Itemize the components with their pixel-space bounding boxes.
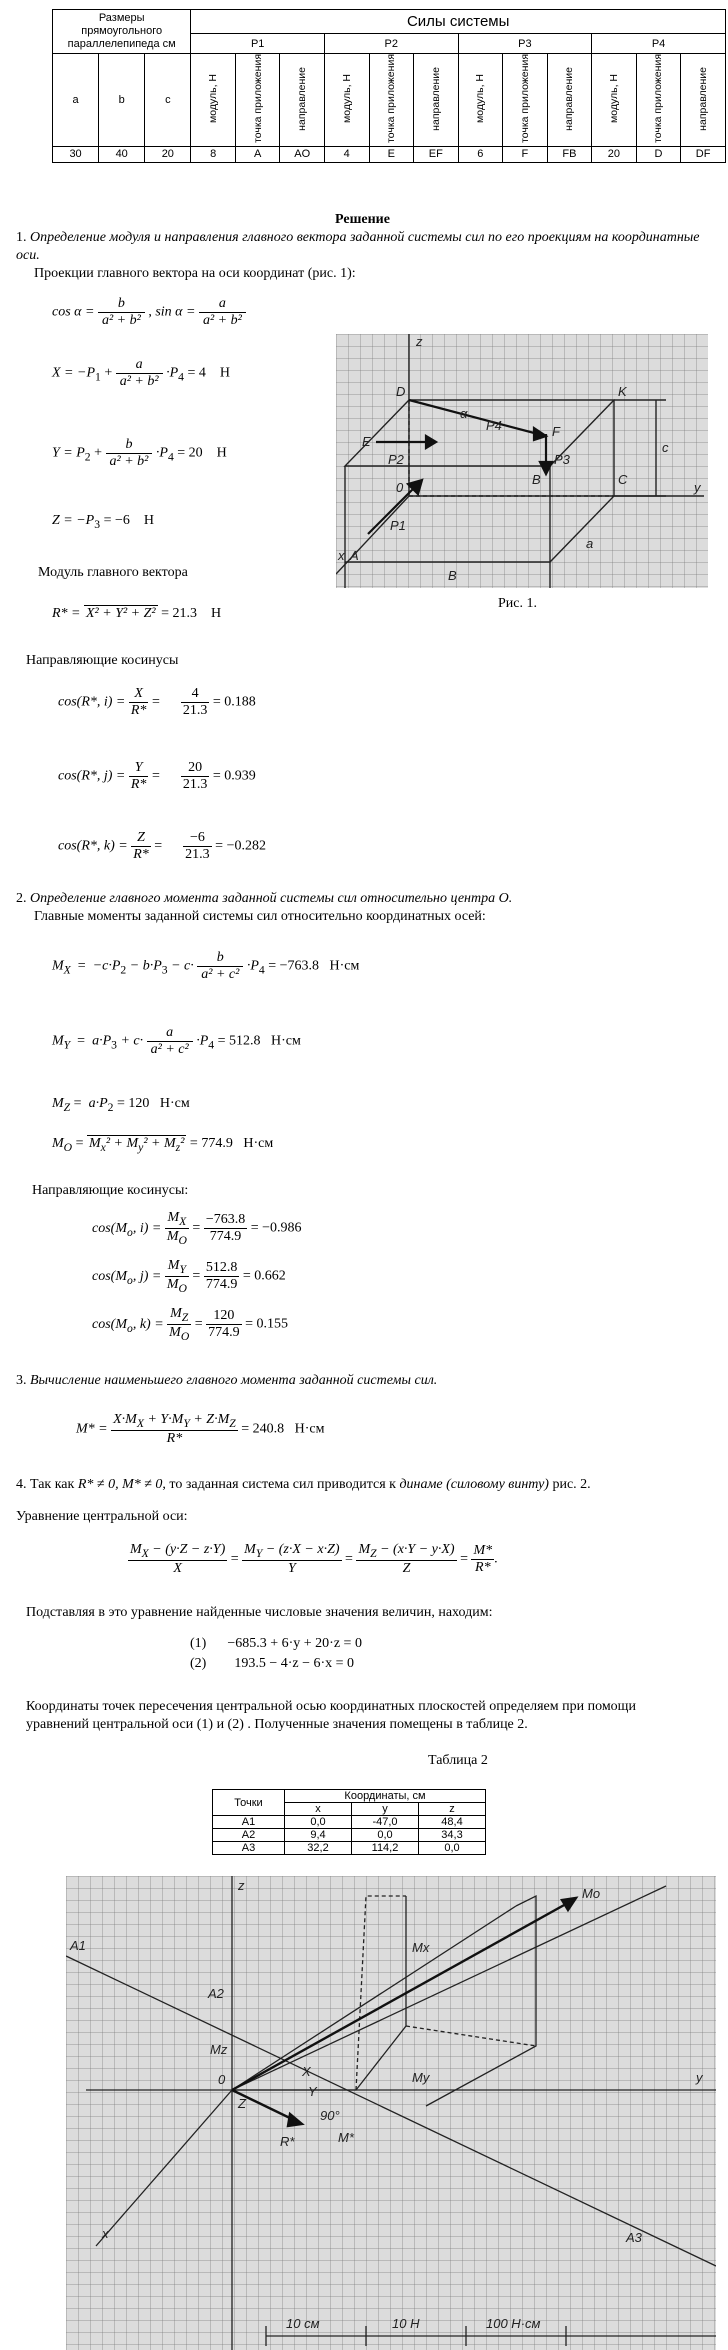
fig1-label-b: B	[448, 568, 457, 583]
fig2-label-X: X	[302, 2064, 311, 2079]
section2-heading: 2. Определение главного момента заданной системы сил относительно центра O.	[16, 891, 513, 906]
figure-2-drawing	[66, 1876, 716, 2350]
fig2-label-M: M*	[338, 2130, 354, 2145]
fig2-label-z: z	[238, 1878, 245, 1893]
col-point: точка приложения	[235, 54, 280, 147]
fig1-label-P4: P4	[486, 418, 502, 433]
col-modulus: модуль, Н	[324, 54, 369, 147]
fig2-label-A1: A1	[70, 1938, 86, 1953]
col-direction: направление	[547, 54, 592, 147]
fig1-label-K: K	[618, 384, 627, 399]
value-cell: 4	[324, 146, 369, 162]
force-p2-header: P2	[324, 34, 458, 54]
table2-axis: z	[419, 1803, 486, 1816]
fig2-label-Mo: Mo	[582, 1886, 601, 1901]
modulus-label: Модуль главного вектора	[38, 565, 188, 580]
col-direction: направление	[681, 54, 726, 147]
cosines-label-2: Направляющие косинусы:	[32, 1183, 189, 1198]
value-cell: 40	[99, 146, 145, 162]
figure-2	[66, 1876, 716, 2350]
substitution-text: Подставляя в это уравнение найденные числовые значения величин, находим:	[26, 1605, 493, 1620]
fig1-label-P3: P3	[554, 452, 570, 467]
fig1-label-a: a	[586, 536, 594, 551]
value-cell: A	[235, 146, 280, 162]
forces-data-table	[52, 9, 726, 163]
col-direction: направление	[414, 54, 459, 147]
col-point: точка приложения	[369, 54, 414, 147]
fig1-label-alpha: α	[460, 406, 468, 421]
section1-intro: Проекции главного вектора на оси координат (рис. 1):	[34, 266, 356, 281]
force-p1-header: P1	[191, 34, 325, 54]
fig1-label-y: y	[694, 480, 701, 495]
fig1-label-z: z	[416, 334, 423, 349]
table-row: A2 9,4 0,0 34,3	[213, 1829, 486, 1842]
formula-cos-R-k: cos(R*, k) = $\frac{Z}{R*}$ = $\frac{-6}{21.3}$ = −0.282	[58, 830, 266, 862]
fig2-label-Y: Y	[308, 2084, 317, 2099]
fig1-label-E: E	[362, 434, 371, 449]
fig2-label-x: x	[102, 2226, 109, 2241]
fig2-scale-N: 10 Н	[392, 2316, 420, 2331]
table2-col-points: Точки	[213, 1790, 285, 1816]
formula-My: $M_Y = a\cdot P_3 + c\cdot$ $\frac{a}{\text{a² + c²}}$ $\cdot P_4 = 512.8$ Н·см	[52, 1025, 301, 1057]
figure-1-caption: Рис. 1.	[498, 596, 537, 611]
value-cell: F	[503, 146, 548, 162]
col-c: c	[145, 54, 191, 147]
formula-Mx: $M_X = -c\cdot P_2 - b\cdot P_3 - c\cdot$ $\frac{b}{\text{a² + c²}}$ $\cdot P_4 = -763.8$ Н·см	[52, 950, 360, 982]
fig1-label-c: c	[662, 440, 669, 455]
table2-axis: x	[285, 1803, 352, 1816]
table-row: A1 0,0 -47,0 48,4	[213, 1816, 486, 1829]
equation-2: (2) 193.5 − 4·z − 6·x = 0	[190, 1656, 355, 1671]
section3-heading: 3. Вычисление наименьшего главного момента заданной системы сил.	[16, 1373, 438, 1388]
col-modulus: модуль, Н	[191, 54, 236, 147]
fig1-label-P2: P2	[388, 452, 404, 467]
formula-cos-M-j: $\cos(M_o$, j) = $\frac{M_Y}{M_O}$ = $\frac{512.8}{774.9}$ = 0.662	[92, 1258, 286, 1295]
value-cell: 6	[458, 146, 503, 162]
values-row	[53, 146, 726, 162]
fig2-label-y: y	[696, 2070, 703, 2085]
formula-cos-sin-alpha: cos α = $\frac{b}{\text{a² + b²}}$ , sin α = $\frac{a}{\text{a² + b²}}$	[52, 296, 246, 329]
formula-R: R* = X² + Y² + Z² = 21.3 Н	[52, 606, 222, 621]
value-cell: 8	[191, 146, 236, 162]
fig2-label-O: 0	[218, 2072, 226, 2087]
fig2-label-angle: 90°	[320, 2108, 340, 2123]
equation-1: (1) −685.3 + 6·y + 20·z = 0	[190, 1636, 362, 1651]
formula-cos-R-j: cos(R*, j) = $\frac{Y}{R*}$ = $\frac{20}{21.3}$ = 0.939	[58, 760, 256, 792]
table-row: A3 32,2 114,2 0,0	[213, 1842, 486, 1855]
fig2-label-A2: A2	[208, 1986, 224, 2001]
formula-cos-R-i: cos(R*, i) = $\frac{X}{R*}$ = $\frac{4}{21.3}$ = 0.188	[58, 686, 256, 718]
value-cell: E	[369, 146, 414, 162]
value-cell: DF	[681, 146, 726, 162]
fig2-scale-cm: 10 см	[286, 2316, 320, 2331]
coordinates-text: Координаты точек пересечения центральной осью координатных плоскостей определяем при помощи уравнений центральной оси (1) и (2) . Полученные значения помещены в таблице 2.	[26, 1699, 636, 1732]
col-point: точка приложения	[503, 54, 548, 147]
value-cell: 20	[145, 146, 191, 162]
fig1-label-x: x	[338, 548, 345, 563]
fig2-label-Z: Z	[238, 2096, 246, 2111]
section4-text: 4. Так как R* ≠ 0, M* ≠ 0, то заданная система сил приводится к динаме (силовому винту) рис. 2.	[16, 1477, 591, 1492]
formula-cos-M-k: $\cos(M_o$, k) = $\frac{M_Z}{M_O}$ = $\frac{120}{774.9}$ = 0.155	[92, 1306, 289, 1343]
col-a: a	[53, 54, 99, 147]
formula-Z: $Z = -P_3 = -6$ Н	[52, 513, 154, 531]
figure-1-drawing	[336, 334, 708, 588]
col-direction: направление	[280, 54, 325, 147]
col-modulus: модуль, Н	[592, 54, 637, 147]
formula-X: $X = -P_1$ + $\frac{a}{\text{a² + b²}}$ $\cdot P_4 = 4$ Н	[52, 357, 230, 389]
fig2-label-A3: A3	[626, 2230, 642, 2245]
formula-M-star: M* = $\frac{X\cdot M_X + Y\cdot M_Y + Z\cdot M_Z}{R*}$ = 240.8 Н·см	[76, 1412, 325, 1446]
value-cell: 20	[592, 146, 637, 162]
central-axis-equation: $\frac{M_X - (y\cdot Z - z\cdot Y)}{X}$ = $\frac{M_Y - (z\cdot X - x\cdot Z)}{Y}$ = $\frac{M_Z - (x\cdot Y - y\cdot X)}{Z}$ = $\frac{M*}{R*}$ .	[130, 1542, 498, 1576]
cosines-label-1: Направляющие косинусы	[26, 653, 179, 668]
table2-col-coords: Координаты, см	[285, 1790, 486, 1803]
fig2-label-Mx: Mx	[412, 1940, 430, 1955]
fig1-label-P1: P1	[390, 518, 406, 533]
col-b: b	[99, 54, 145, 147]
fig1-label-D: D	[396, 384, 406, 399]
formula-cos-M-i: $\cos(M_o$, i) = $\frac{M_X}{M_O}$ = $\frac{-763.8}{774.9}$ = −0.986	[92, 1210, 302, 1247]
fig1-label-A: A	[350, 548, 359, 563]
value-cell: FB	[547, 146, 592, 162]
fig2-scale-Ncm: 100 Н·см	[486, 2316, 541, 2331]
section1-heading: 1. Определение модуля и направления главного вектора заданной системы сил по его проекциям на координатные оси.	[16, 230, 700, 263]
col-point: точка приложения	[636, 54, 681, 147]
table-2	[212, 1789, 486, 1855]
solution-title: Решение	[335, 212, 390, 227]
fig1-label-F: F	[552, 424, 560, 439]
figure-1	[336, 334, 708, 588]
fig2-label-Mz: Mz	[210, 2042, 228, 2057]
value-cell: EF	[414, 146, 459, 162]
fig2-label-My: My	[412, 2070, 430, 2085]
formula-Y: $Y = P_2$ + $\frac{b}{\text{a² + b²}}$ $\cdot P_4 = 20$ Н	[52, 437, 227, 469]
force-p4-header: P4	[592, 34, 726, 54]
section2-intro: Главные моменты заданной системы сил относительно координатных осей:	[34, 909, 486, 924]
value-cell: AO	[280, 146, 325, 162]
forces-header: Силы системы	[191, 10, 726, 34]
central-axis-label: Уравнение центральной оси:	[16, 1509, 188, 1524]
formula-Mz: $M_Z = a\cdot P_2 = 120$ Н·см	[52, 1096, 190, 1114]
table2-axis: y	[352, 1803, 419, 1816]
col-modulus: модуль, Н	[458, 54, 503, 147]
sizes-header: Размеры прямоугольного параллелепипеда см	[53, 10, 191, 54]
fig1-label-C: C	[618, 472, 628, 487]
formula-Mo: $M_O = M_x^2 + M_y^2 + M_z^2 = 774.9$ Н·см	[52, 1136, 274, 1154]
table2-caption: Таблица 2	[428, 1753, 488, 1768]
force-p3-header: P3	[458, 34, 592, 54]
fig1-label-O: 0	[396, 480, 404, 495]
fig2-label-R: R*	[280, 2134, 295, 2149]
value-cell: 30	[53, 146, 99, 162]
fig1-label-B: B	[532, 472, 541, 487]
value-cell: D	[636, 146, 681, 162]
